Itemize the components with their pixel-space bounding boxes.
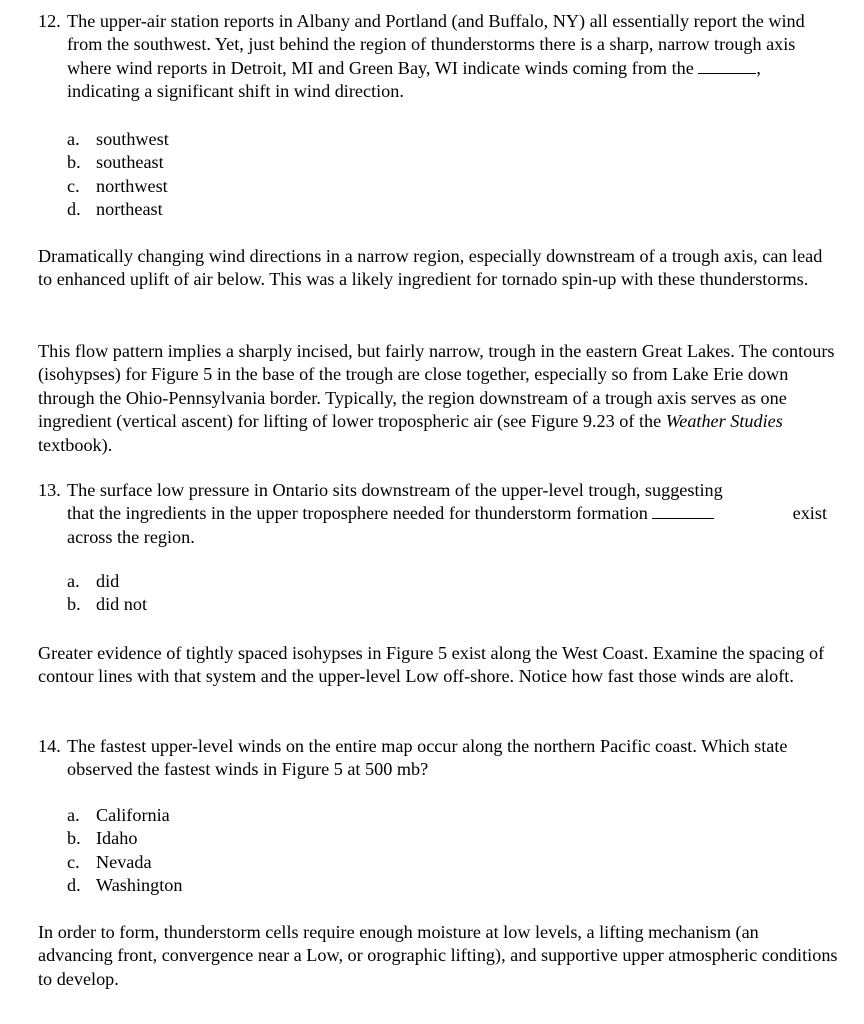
- option-letter: a.: [67, 129, 80, 149]
- paragraph-flow-pattern: [38, 340, 838, 457]
- option-label: northwest: [96, 175, 168, 196]
- question-number: 13.: [38, 480, 61, 500]
- question-14: [38, 735, 838, 782]
- answer-blank: [698, 58, 756, 74]
- option-letter: d.: [67, 875, 81, 896]
- question-13: [38, 479, 838, 549]
- answer-option[interactable]: [67, 851, 182, 874]
- option-letter: a.: [67, 571, 80, 591]
- answer-options-q13: [67, 570, 147, 617]
- answer-option[interactable]: [67, 198, 169, 221]
- question-text-line: [67, 502, 827, 525]
- option-letter: b.: [67, 828, 81, 849]
- answer-blank: [652, 503, 714, 519]
- option-letter: c.: [67, 851, 80, 872]
- option-label: northeast: [96, 199, 163, 220]
- question-text-part: exist: [792, 503, 827, 524]
- question-text: [67, 479, 838, 549]
- option-letter: b.: [67, 152, 81, 173]
- question-text: The fastest upper-level winds on the entire map occur along the northern Pacific coast. Which state observed the fastest winds in Figure 5 at 500 mb?: [67, 736, 788, 780]
- option-letter: d.: [67, 199, 81, 220]
- answer-option[interactable]: [67, 874, 182, 897]
- option-label: southwest: [96, 129, 169, 149]
- paragraph-west-coast: Greater evidence of tightly spaced isohypses in Figure 5 exist along the West Coast. Examine the spacing of contour lines with that system and the upper-level Low off-shore. Notice how fast those winds are aloft.: [38, 643, 825, 687]
- question-12: [38, 10, 838, 104]
- answer-option[interactable]: [67, 128, 169, 151]
- paragraph-text: This flow pattern implies a sharply incised, but fairly narrow, trough in the eastern Great Lakes. The contours (isohypses) for Figure 5 in the base of the trough are close together, especially so from Lake Erie down through the Ohio-Pennsylvania border. Typically, the region downstream of a trough axis serves as one ingredient (vertical ascent) for lifting of lower tropospheric air (see Figure 9.23 of the: [38, 341, 835, 432]
- question-text-line: The surface low pressure in Ontario sits downstream of the upper-level trough, suggesting: [67, 480, 723, 500]
- question-text-line: across the region.: [67, 526, 195, 547]
- answer-options-q12: [67, 128, 169, 222]
- option-letter: c.: [67, 175, 80, 196]
- option-label: Nevada: [96, 851, 152, 872]
- option-letter: a.: [67, 805, 80, 825]
- answer-option[interactable]: [67, 570, 147, 593]
- paragraph-tornado-uplift: Dramatically changing wind directions in a narrow region, especially downstream of a trough axis, can lead to enhanced uplift of air below. This was a likely ingredient for tornado spin-up with these thunderstorms.: [38, 246, 823, 290]
- paragraph-thunderstorm-ingredients: In order to form, thunderstorm cells require enough moisture at low levels, a lifting mechanism (an advancing front, convergence near a Low, or orographic lifting), and supportive upper atmospheric conditions to develop.: [38, 922, 838, 989]
- textbook-title: Weather Studies: [665, 411, 783, 432]
- answer-options-q14: [67, 804, 182, 898]
- question-text-part: The upper-air station reports in Albany and Portland (and Buffalo, NY) all essentially report the wind from the southwest. Yet, just behind the region of thunderstorms there is a sharp, narrow trough axis where wind reports in Detroit, MI and Green Bay, WI indicate winds coming from the: [67, 11, 805, 78]
- question-number: 12.: [38, 11, 61, 31]
- option-label: southeast: [96, 152, 164, 173]
- question-number: 14.: [38, 736, 61, 756]
- option-label: California: [96, 805, 170, 825]
- option-letter: b.: [67, 594, 81, 615]
- answer-option[interactable]: [67, 175, 169, 198]
- question-text: [67, 10, 838, 104]
- answer-option[interactable]: [67, 827, 182, 850]
- answer-option[interactable]: [67, 593, 147, 616]
- option-label: Idaho: [96, 828, 138, 849]
- paragraph-text: textbook).: [38, 434, 113, 455]
- option-label: did not: [96, 594, 148, 615]
- answer-option[interactable]: [67, 804, 182, 827]
- answer-option[interactable]: [67, 151, 169, 174]
- option-label: Washington: [96, 875, 183, 896]
- option-label: did: [96, 571, 120, 591]
- question-text-part: , indicating a significant shift in wind direction.: [67, 57, 761, 102]
- question-text-part: that the ingredients in the upper troposphere needed for thunderstorm formation: [67, 503, 648, 524]
